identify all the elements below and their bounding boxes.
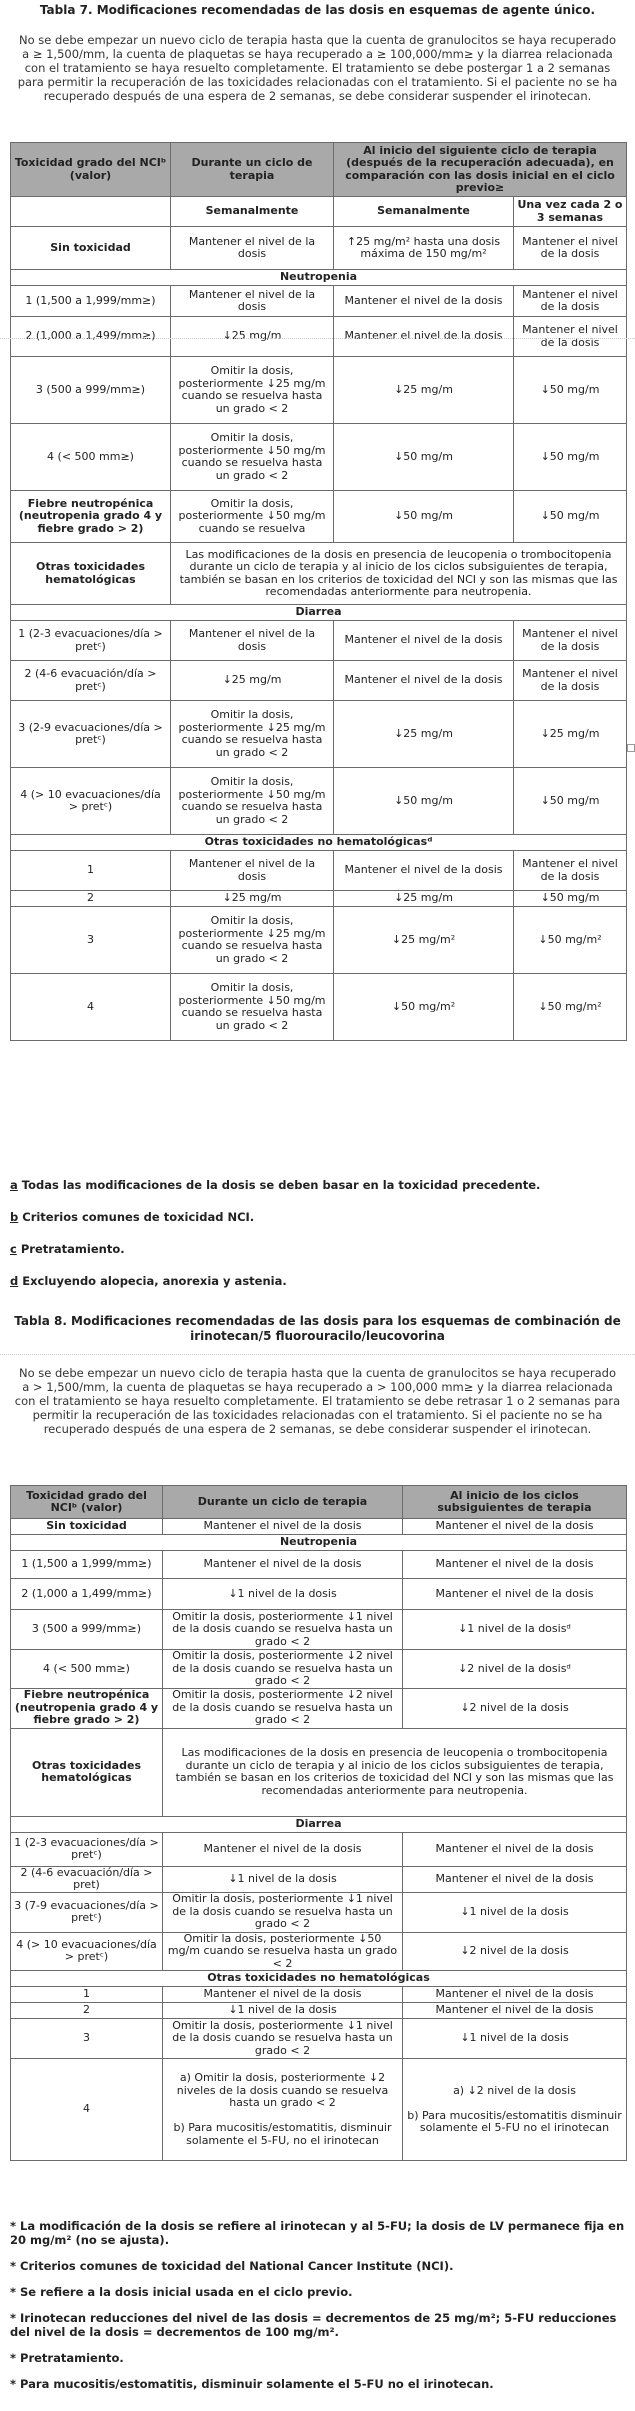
toxicity-grade-cell: 3 [11,2019,163,2059]
toxicity-grade-cell: 2 (1,000 a 1,499/mm≥) [11,317,171,357]
table-row [11,1832,627,1866]
table-row [11,1650,627,1689]
footnote [10,2351,625,2365]
toxicity-grade-cell: 3 (2-9 evacuaciones/día > pretᶜ) [11,701,171,768]
footnote-text: Pretratamiento. [20,1242,125,1256]
table-row [11,891,627,907]
dose-cell: ↓50 mg/m [514,768,627,835]
dose-cell: ↓50 mg/m² [334,974,514,1041]
table-row [11,1987,627,2003]
section-heading: Diarrea [11,1816,627,1832]
dose-cell: a) Omitir la dosis, posteriormente ↓2 niveles de la dosis cuando se resuelva hasta un grado < 2 b) Para mucositis/estomatitis, disminuir solamente el 5-FU, no el irinotecan [163,2059,403,2161]
footnote-text: Criterios comunes de toxicidad NCI. [22,1210,255,1224]
scroll-marker-icon [627,744,635,752]
footnote [10,2311,625,2339]
table-row [11,1892,627,1932]
dose-cell: Omitir la dosis, posteriormente ↓50 mg/m cuando se resuelva hasta un grado < 2 [171,768,334,835]
toxicity-grade-cell: 3 (500 a 999/mm≥) [11,1610,163,1650]
section-row [11,270,627,286]
dose-cell: ↓50 mg/m [334,768,514,835]
dose-cell: Mantener el nivel de la dosis [163,1987,403,2003]
divider [0,1354,635,1355]
table8-footnotes [10,2219,625,2403]
table7-subheader-every-2-3-weeks: Una vez cada 2 o 3 semanas [514,197,627,227]
dose-cell: Mantener el nivel de la dosis [403,1579,627,1610]
toxicity-grade-cell: 4 [11,974,171,1041]
dose-cell: ↓50 mg/m [334,424,514,491]
table7-subheader-empty [11,197,171,227]
toxicity-grade-cell: Otras toxicidades hematológicas [11,1728,163,1816]
toxicity-grade-cell: Fiebre neutropénica (neutropenia grado 4 y fiebre grado > 2) [11,1688,163,1728]
toxicity-grade-cell: 2 (4-6 evacuación/día > pret) [11,1866,163,1892]
toxicity-grade-cell: 3 [11,907,171,974]
table7-caption: Tabla 7. Modificaciones recomendadas de las dosis en esquemas de agente único. [39,3,596,17]
table-row [11,286,627,317]
table-row [11,1519,627,1535]
section-heading: Neutropenia [11,270,627,286]
dose-cell: ↑25 mg/m² hasta una dosis máxima de 150 mg/m² [334,227,514,270]
dose-cell: Mantener el nivel de la dosis [514,286,627,317]
toxicity-grade-cell: Sin toxicidad [11,227,171,270]
toxicity-grade-cell: Fiebre neutropénica (neutropenia grado 4 y fiebre grado > 2) [11,491,171,543]
table-row [11,317,627,357]
footnote-text: * Pretratamiento. [10,2351,124,2365]
footnote-text: Todas las modificaciones de la dosis se deben basar en la toxicidad precedente. [21,1178,541,1192]
section-heading: Neutropenia [11,1535,627,1551]
table-row [11,1688,627,1728]
dose-cell: Omitir la dosis, posteriormente ↓1 nivel de la dosis cuando se resuelva hasta un grado < 2 [163,2019,403,2059]
dose-cell: ↓1 nivel de la dosis [163,1579,403,1610]
section-heading: Otras toxicidades no hematológicasᵈ [11,835,627,851]
footnote [10,2219,625,2247]
toxicity-grade-cell: 4 (< 500 mm≥) [11,1650,163,1689]
table7-header-next-cycle: Al inicio del siguiente ciclo de terapia (después de la recuperación adecuada), en comparación con las dosis inicial en el ciclo previo≥ [334,143,627,197]
footnote-text: Excluyendo alopecia, anorexia y astenia. [22,1274,287,1288]
dose-cell: ↓25 mg/m² [334,907,514,974]
dose-cell: Omitir la dosis, posteriormente ↓1 nivel de la dosis cuando se resuelva hasta un grado < 2 [163,1610,403,1650]
table8 [10,1485,627,2161]
section-heading: Diarrea [11,605,627,621]
dose-cell: Mantener el nivel de la dosis [163,1551,403,1579]
table8-header-subsequent: Al inicio de los ciclos subsiguientes de terapia [403,1486,627,1519]
dose-cell: ↓25 mg/m [171,891,334,907]
dose-cell: ↓50 mg/m² [514,907,627,974]
dose-cell: Omitir la dosis, posteriormente ↓50 mg/m cuando se resuelva [171,491,334,543]
dose-cell: Mantener el nivel de la dosis [163,1519,403,1535]
dose-cell: ↓1 nivel de la dosis [163,2003,403,2019]
dose-cell: ↓50 mg/m² [514,974,627,1041]
dose-cell: ↓1 nivel de la dosis [403,2019,627,2059]
dose-cell: Mantener el nivel de la dosis [403,1832,627,1866]
table-row [11,1610,627,1650]
dose-cell: Las modificaciones de la dosis en presencia de leucopenia o trombocitopenia durante un ciclo de terapia y al inicio de los ciclos subsiguientes de terapia, también se basan en los criterios de toxicidad del NCI y son las mismas que las recomendadas anteriormente para neutropenia. [171,543,627,605]
dose-cell: Mantener el nivel de la dosis [171,851,334,891]
table-row [11,701,627,768]
toxicity-grade-cell: Sin toxicidad [11,1519,163,1535]
dose-cell: ↓50 mg/m [514,357,627,424]
dose-cell: Mantener el nivel de la dosis [514,227,627,270]
toxicity-grade-cell: 3 (7-9 evacuaciones/día > pretᶜ) [11,1892,163,1932]
dose-cell: ↓2 nivel de la dosis [403,1688,627,1728]
toxicity-grade-cell: 3 (500 a 999/mm≥) [11,357,171,424]
toxicity-grade-cell: 2 [11,2003,163,2019]
toxicity-grade-cell: 4 (> 10 evacuaciones/día > pretᶜ) [11,768,171,835]
dose-cell: Mantener el nivel de la dosis [334,286,514,317]
footnote [10,1274,625,1288]
footnote-text: * Se refiere a la dosis inicial usada en el ciclo previo. [10,2285,353,2299]
dose-cell: ↓1 nivel de la dosis [163,1866,403,1892]
dose-cell: Mantener el nivel de la dosis [403,1866,627,1892]
toxicity-grade-cell: 2 (4-6 evacuación/día > pretᶜ) [11,661,171,701]
table-row [11,907,627,974]
table7-subheader-weekly: Semanalmente [171,197,334,227]
dose-cell: ↓2 nivel de la dosisᵈ [403,1650,627,1689]
table-row [11,1728,627,1816]
table-row [11,768,627,835]
footnote-marker: a [10,1178,18,1192]
dose-cell: ↓50 mg/m [514,424,627,491]
section-row [11,1816,627,1832]
footnote-marker: b [10,1210,19,1224]
dose-cell: Mantener el nivel de la dosis [171,227,334,270]
dose-cell: ↓50 mg/m [334,491,514,543]
dose-cell: Omitir la dosis, posteriormente ↓2 nivel de la dosis cuando se resuelva hasta un grado < 2 [163,1688,403,1728]
table7-subheader-weekly-2: Semanalmente [334,197,514,227]
table-row [11,227,627,270]
table-row [11,621,627,661]
section-row [11,835,627,851]
table-row [11,974,627,1041]
dose-cell: Omitir la dosis, posteriormente ↓25 mg/m cuando se resuelva hasta un grado < 2 [171,907,334,974]
footnote-text: * Para mucositis/estomatitis, disminuir solamente el 5-FU no el irinotecan. [10,2377,494,2391]
table-row [11,2003,627,2019]
page-guide-line [0,338,635,339]
table7-footnotes [10,1178,625,1306]
dose-cell: Mantener el nivel de la dosis [514,317,627,357]
table-row [11,2059,627,2161]
dose-cell: Omitir la dosis, posteriormente ↓50 mg/m cuando se resuelva hasta un grado < 2 [171,424,334,491]
dose-cell: a) ↓2 nivel de la dosis b) Para mucositis/estomatitis disminuir solamente el 5-FU no el irinotecan [403,2059,627,2161]
table-row [11,1932,627,1971]
table-row [11,2019,627,2059]
dose-cell: Las modificaciones de la dosis en presencia de leucopenia o trombocitopenia durante un ciclo de terapia y al inicio de los ciclos subsiguientes de terapia, también se basan en los criterios de toxicidad del NCI y son las mismas que las recomendadas anteriormente para neutropenia. [163,1728,627,1816]
dose-cell: Mantener el nivel de la dosis [514,851,627,891]
toxicity-grade-cell: Otras toxicidades hematológicas [11,543,171,605]
table8-header-during: Durante un ciclo de terapia [163,1486,403,1519]
section-row [11,1971,627,1987]
toxicity-grade-cell: 1 (1,500 a 1,999/mm≥) [11,286,171,317]
dose-cell: Mantener el nivel de la dosis [163,1832,403,1866]
dose-cell: Omitir la dosis, posteriormente ↓1 nivel de la dosis cuando se resuelva hasta un grado < 2 [163,1892,403,1932]
footnote [10,2377,625,2391]
footnote [10,1210,625,1224]
toxicity-grade-cell: 1 (2-3 evacuaciones/día > pretᶜ) [11,1832,163,1866]
dose-cell: ↓25 mg/m [334,701,514,768]
table7-intro: No se debe empezar un nuevo ciclo de terapia hasta que la cuenta de granulocitos se haya recuperado a ≥ 1,500/mm, la cuenta de plaquetas se haya recuperado a ≥ 100,000/mm≥ y la diarrea relacionada con el tratamiento se haya resuelto completamente. El tratamiento se debe postergar 1 a 2 semanas para permitir la recuperación de las toxicidades relacionadas con el tratamiento. Si el paciente no se ha recuperado después de una espera de 2 semanas, se debe considerar suspender el irinotecan. [17,33,618,103]
dose-cell: ↓25 mg/m [334,357,514,424]
dose-cell: Omitir la dosis, posteriormente ↓2 nivel de la dosis cuando se resuelva hasta un grado < 2 [163,1650,403,1689]
toxicity-grade-cell: 4 (> 10 evacuaciones/día > pretᶜ) [11,1932,163,1971]
table-row [11,1866,627,1892]
dose-cell: ↓50 mg/m [514,891,627,907]
footnote-text: * Criterios comunes de toxicidad del National Cancer Institute (NCI). [10,2259,454,2273]
toxicity-grade-cell: 2 [11,891,171,907]
dose-cell: Mantener el nivel de la dosis [403,1551,627,1579]
toxicity-grade-cell: 4 [11,2059,163,2161]
dose-cell: Omitir la dosis, posteriormente ↓50 mg/m cuando se resuelva hasta un grado < 2 [171,974,334,1041]
table-row [11,1579,627,1610]
table7 [10,142,627,1041]
dose-cell: ↓1 nivel de la dosis [403,1892,627,1932]
dose-cell: Mantener el nivel de la dosis [514,621,627,661]
table7-header-toxicity: Toxicidad grado del NCIᵇ (valor) [11,143,171,197]
section-heading: Otras toxicidades no hematológicas [11,1971,627,1987]
table-row [11,1551,627,1579]
table8-caption: Tabla 8. Modificaciones recomendadas de las dosis para los esquemas de combinación de irinotecan/5 fluorouracilo/leucovorina [14,1314,621,1343]
toxicity-grade-cell: 1 (1,500 a 1,999/mm≥) [11,1551,163,1579]
dose-cell: Mantener el nivel de la dosis [334,661,514,701]
footnote-marker: c [10,1242,17,1256]
dose-cell: Mantener el nivel de la dosis [403,1519,627,1535]
table8-header-toxicity: Toxicidad grado del NCIᵇ (valor) [11,1486,163,1519]
dose-cell: Mantener el nivel de la dosis [403,1987,627,2003]
footnote-text: * La modificación de la dosis se refiere al irinotecan y al 5-FU; la dosis de LV permanece fija en 20 mg/m² (no se ajusta). [10,2219,625,2247]
dose-cell: Mantener el nivel de la dosis [334,851,514,891]
dose-cell: ↓2 nivel de la dosis [403,1932,627,1971]
section-row [11,605,627,621]
dose-cell: ↓25 mg/m [171,661,334,701]
dose-cell: Mantener el nivel de la dosis [403,2003,627,2019]
dose-cell: Omitir la dosis, posteriormente ↓25 mg/m cuando se resuelva hasta un grado < 2 [171,357,334,424]
dose-cell: ↓25 mg/m [334,891,514,907]
toxicity-grade-cell: 2 (1,000 a 1,499/mm≥) [11,1579,163,1610]
dose-cell: ↓25 mg/m [171,317,334,357]
table-row [11,491,627,543]
footnote-text: * Irinotecan reducciones del nivel de las dosis = decrementos de 25 mg/m²; 5-FU reducciones del nivel de la dosis = decrementos de 100 mg/m². [10,2311,617,2339]
table-row [11,543,627,605]
dose-cell: Omitir la dosis, posteriormente ↓50 mg/m cuando se resuelva hasta un grado < 2 [163,1932,403,1971]
table-row [11,851,627,891]
table-row [11,357,627,424]
footnote [10,1242,625,1256]
dose-cell: Omitir la dosis, posteriormente ↓25 mg/m cuando se resuelva hasta un grado < 2 [171,701,334,768]
dose-cell: Mantener el nivel de la dosis [334,621,514,661]
table8-intro: No se debe empezar un nuevo ciclo de terapia hasta que la cuenta de granulocitos se haya recuperado a > 1,500/mm, la cuenta de plaquetas se haya recuperado a > 100,000 mm≥ y la diarrea relacionada con el tratamiento se haya resuelto completamente. El tratamiento se debe retrasar 1 o 2 semanas para permitir la recuperación de las toxicidades relacionadas con el tratamiento. Si el paciente no se ha recuperado después de una espera de 2 semanas, se debe considerar suspender el irinotecan. [14,1366,621,1436]
footnote [10,2259,625,2273]
table7-header-during: Durante un ciclo de terapia [171,143,334,197]
dose-cell: Mantener el nivel de la dosis [171,286,334,317]
footnote [10,1178,625,1192]
table-row [11,661,627,701]
section-row [11,1535,627,1551]
footnote [10,2285,625,2299]
dose-cell: Mantener el nivel de la dosis [334,317,514,357]
dose-cell: Mantener el nivel de la dosis [171,621,334,661]
dose-cell: Mantener el nivel de la dosis [514,661,627,701]
toxicity-grade-cell: 1 [11,851,171,891]
toxicity-grade-cell: 1 [11,1987,163,2003]
footnote-marker: d [10,1274,19,1288]
dose-cell: ↓1 nivel de la dosisᵈ [403,1610,627,1650]
dose-cell: ↓25 mg/m [514,701,627,768]
dose-cell: ↓50 mg/m [514,491,627,543]
table-row [11,424,627,491]
toxicity-grade-cell: 1 (2-3 evacuaciones/día > pretᶜ) [11,621,171,661]
toxicity-grade-cell: 4 (< 500 mm≥) [11,424,171,491]
